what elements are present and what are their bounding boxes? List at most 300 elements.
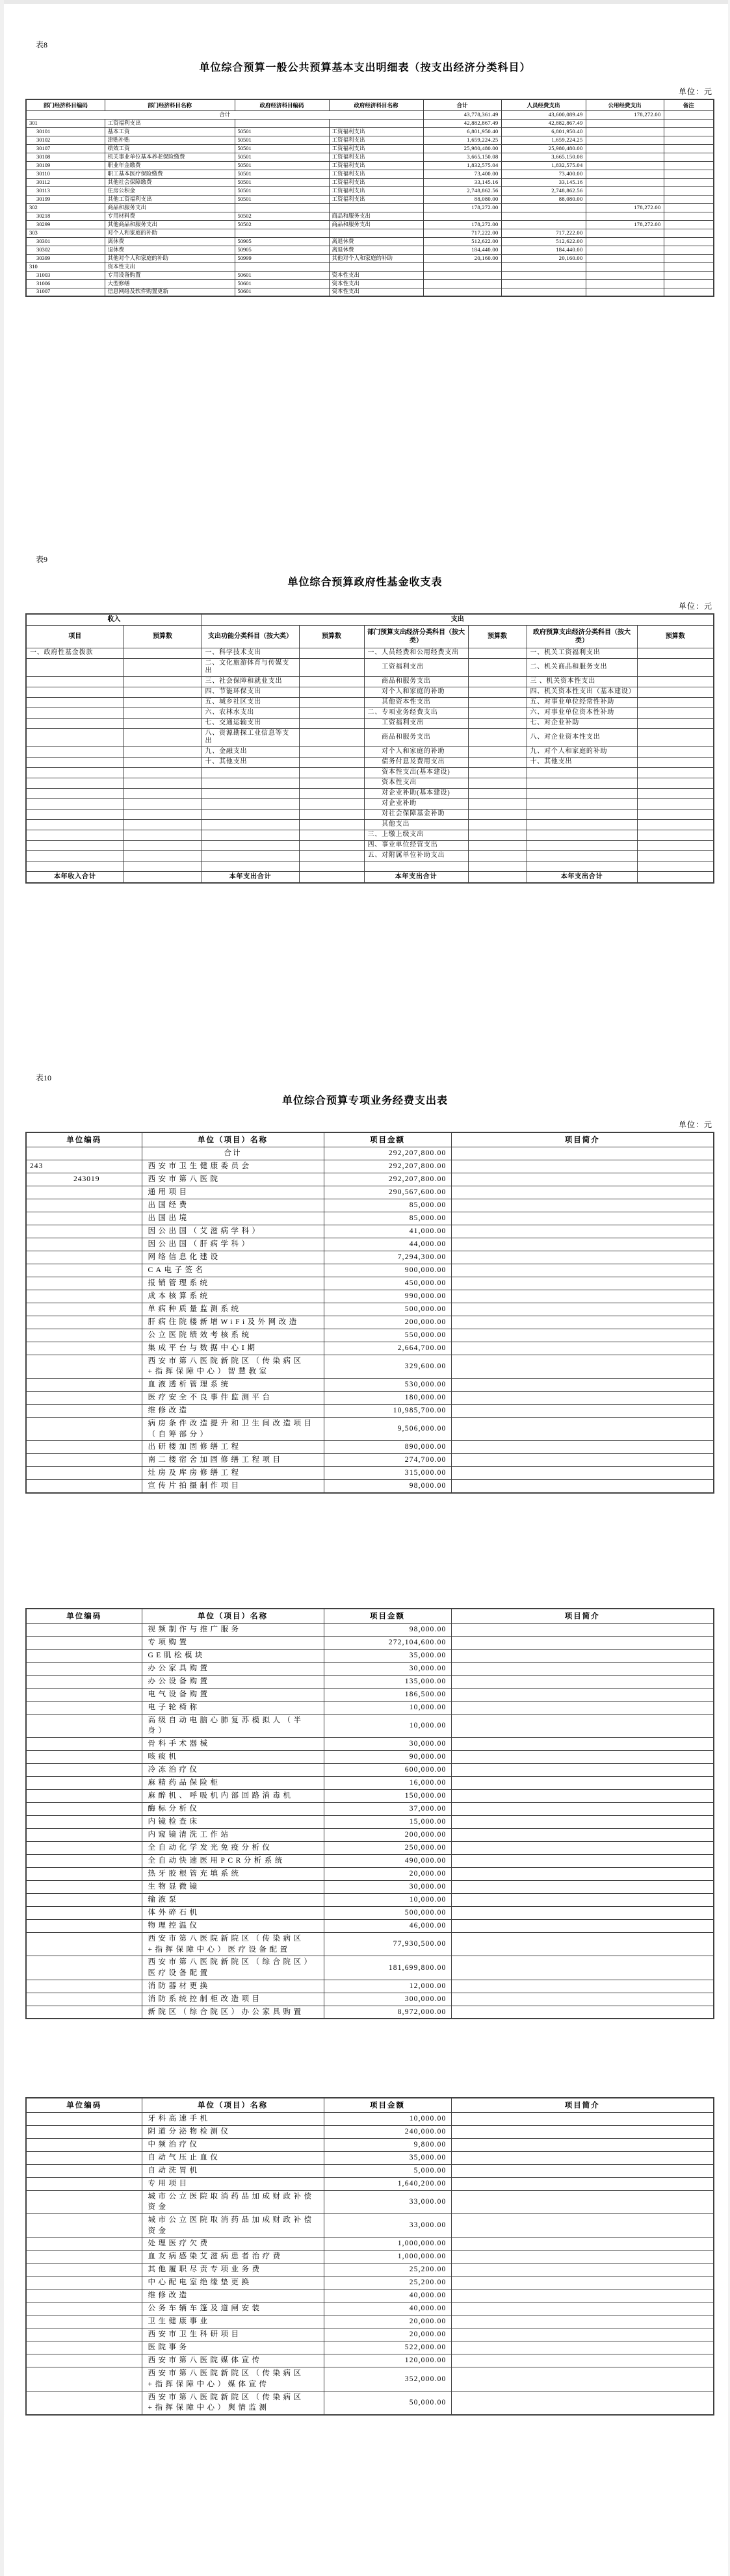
- table8-column-header: 人员经费支出: [501, 99, 586, 110]
- table9-cell: [299, 728, 364, 746]
- dept-subject-code-cell: 30110: [26, 170, 105, 178]
- table10-special-fund-table-block2: [25, 1608, 714, 2019]
- project-name-cell: 麻醉机、呼吸机内部回路消毒机: [142, 1789, 324, 1802]
- project-description-cell: [451, 1675, 714, 1688]
- project-description-cell: [451, 2276, 714, 2289]
- unit-code-cell: [26, 1980, 142, 1993]
- table9-cell: [468, 757, 527, 767]
- project-description-cell: [451, 1789, 714, 1802]
- project-name-cell: 西安市第八医院新院区（传染病区+指挥保障中心）媒体宣传: [142, 2367, 324, 2391]
- project-name-cell: 处理医疗欠费: [142, 2238, 324, 2251]
- total-amount-cell: 33,145.16: [423, 178, 501, 186]
- gov-subject-code-cell: 50905: [235, 237, 329, 246]
- table9-cell: 六、对事业单位资本性补助: [527, 708, 637, 718]
- project-amount-cell: 272,104,600.00: [324, 1636, 451, 1649]
- project-name-cell: 新院区（综合院区）办公家具购置: [142, 2006, 324, 2019]
- dept-subject-code-cell: 31003: [26, 271, 105, 279]
- table9-cell: [637, 676, 714, 687]
- personnel-amount-cell: [501, 220, 586, 229]
- unit-code-cell: [26, 2125, 142, 2138]
- unit-code-cell: [26, 1186, 142, 1199]
- table9-cell: [527, 850, 637, 861]
- public-amount-cell: 178,272.00: [586, 220, 664, 229]
- dept-subject-name-cell: 津贴补贴: [105, 136, 235, 144]
- project-description-cell: [451, 1737, 714, 1750]
- table10-column-header: 单位编码: [26, 2098, 142, 2112]
- table9-cell: 资本性支出(基本建设): [364, 767, 468, 778]
- table9-cell: 一、政府性基金拨款: [26, 648, 124, 658]
- table10-column-header: 单位编码: [26, 1609, 142, 1623]
- table9-cell: [468, 798, 527, 809]
- table9-cell: [299, 798, 364, 809]
- project-description-cell: [451, 1714, 714, 1737]
- note-cell: [664, 186, 714, 195]
- project-description-cell: [451, 2302, 714, 2315]
- public-amount-cell: [586, 144, 664, 153]
- unit-code-cell: [26, 1303, 142, 1316]
- project-name-cell: 电气设备购置: [142, 1688, 324, 1701]
- table8-row: [26, 246, 714, 254]
- project-name-cell: 出国经费: [142, 1199, 324, 1212]
- table9-cell: [637, 861, 714, 871]
- table10-row: [26, 1441, 714, 1454]
- note-cell: [664, 254, 714, 262]
- table9-cell: [26, 840, 124, 850]
- project-description-cell: [451, 1391, 714, 1404]
- table9-cell: 二、文化旅游体育与传媒支出: [202, 658, 299, 676]
- unit-code-cell: [26, 1867, 142, 1880]
- dept-subject-name-cell: 其他工资福利支出: [105, 195, 235, 203]
- dept-subject-code-cell: 30109: [26, 161, 105, 170]
- table9-cell: [637, 718, 714, 728]
- gov-subject-name-cell: 工资福利支出: [329, 161, 423, 170]
- unit-code-cell: [26, 1147, 142, 1160]
- unit-code-cell: [26, 2315, 142, 2328]
- unit-code-cell: [26, 2367, 142, 2391]
- table9-cell: [468, 697, 527, 708]
- table9-cell: [637, 830, 714, 840]
- table9-row: [26, 676, 714, 687]
- gov-subject-name-cell: 资本性支出: [329, 271, 423, 279]
- dept-subject-code-cell: 30107: [26, 144, 105, 153]
- table9-cell: 九、金融支出: [202, 746, 299, 757]
- personnel-amount-cell: 512,622.00: [501, 237, 586, 246]
- table10-row: [26, 1649, 714, 1662]
- table9-cell: [124, 819, 202, 830]
- personnel-amount-cell: 1,832,575.04: [501, 161, 586, 170]
- project-name-cell: 单病种质量监测系统: [142, 1303, 324, 1316]
- personnel-amount-cell: [501, 271, 586, 279]
- table9-cell: 二、专项业务经费支出: [364, 708, 468, 718]
- table9-cell: [26, 830, 124, 840]
- project-name-cell: 输液泵: [142, 1893, 324, 1906]
- project-description-cell: [451, 2341, 714, 2354]
- unit-code-cell: [26, 1251, 142, 1264]
- table10-row: [26, 2177, 714, 2190]
- table8-row: [26, 144, 714, 153]
- project-amount-cell: 186,500.00: [324, 1688, 451, 1701]
- public-amount-cell: [586, 170, 664, 178]
- unit-code-cell: [26, 1378, 142, 1391]
- personnel-amount-cell: 25,980,480.00: [501, 144, 586, 153]
- project-name-cell: 医院事务: [142, 2341, 324, 2354]
- unit-code-cell: [26, 1636, 142, 1649]
- project-amount-cell: 250,000.00: [324, 1841, 451, 1854]
- project-description-cell: [451, 1173, 714, 1186]
- table10-row: [26, 1662, 714, 1675]
- unit-code-cell: [26, 1404, 142, 1417]
- table8-row: [26, 170, 714, 178]
- table9-row: [26, 648, 714, 658]
- yearly-total-cell: 本年收入合计: [26, 871, 124, 883]
- personnel-amount-cell: 717,222.00: [501, 229, 586, 237]
- dept-subject-code-cell: 302: [26, 203, 105, 212]
- table9-cell: [637, 697, 714, 708]
- project-description-cell: [451, 1225, 714, 1238]
- gov-subject-code-cell: 50601: [235, 279, 329, 288]
- unit-code-cell: [26, 1815, 142, 1828]
- project-name-cell: 集成平台与数据中心Ⅰ期: [142, 1342, 324, 1355]
- unit-code-cell: [26, 1212, 142, 1225]
- table10-column-header: 项目简介: [451, 1609, 714, 1623]
- dept-subject-name-cell: 信息网络及软件购置更新: [105, 288, 235, 296]
- table9-footer-row: [26, 871, 714, 883]
- table9-row: [26, 687, 714, 697]
- project-amount-cell: 30,000.00: [324, 1880, 451, 1893]
- gov-subject-code-cell: 50501: [235, 144, 329, 153]
- table9-cell: [299, 778, 364, 788]
- table9-cell: [124, 718, 202, 728]
- table10-row: [26, 1993, 714, 2006]
- table10-row: [26, 1893, 714, 1906]
- table9-cell: 对社会保障基金补助: [364, 809, 468, 819]
- table9-cell: [299, 840, 364, 850]
- table10-special-fund-table-block3: [25, 2097, 714, 2416]
- unit-code-cell: [26, 2190, 142, 2213]
- project-amount-cell: 180,000.00: [324, 1391, 451, 1404]
- project-amount-cell: 1,640,200.00: [324, 2177, 451, 2190]
- table9-cell: 八、对企业资本性支出: [527, 728, 637, 746]
- table9-cell: [26, 718, 124, 728]
- project-name-cell: 高级自动电脑心肺复苏模拟人（半身）: [142, 1714, 324, 1737]
- total-amount-cell: 20,160.00: [423, 254, 501, 262]
- table9-cell: 七、对企业补助: [527, 718, 637, 728]
- project-description-cell: [451, 1480, 714, 1493]
- table9-cell: [124, 697, 202, 708]
- project-name-cell: 宣传片拍摄制作项目: [142, 1480, 324, 1493]
- table9-row: [26, 819, 714, 830]
- project-amount-cell: 16,000.00: [324, 1776, 451, 1789]
- project-name-cell: 医疗安全不良事件监测平台: [142, 1391, 324, 1404]
- table9-cell: 四、事业单位经营支出: [364, 840, 468, 850]
- project-amount-cell: 90,000.00: [324, 1750, 451, 1763]
- unit-code-cell: [26, 1750, 142, 1763]
- table9-row: [26, 830, 714, 840]
- table9-cell: 对个人和家庭的补助: [364, 687, 468, 697]
- project-description-cell: [451, 1623, 714, 1636]
- project-description-cell: [451, 2315, 714, 2328]
- project-name-cell: 自动洗胃机: [142, 2164, 324, 2177]
- project-amount-cell: 98,000.00: [324, 1623, 451, 1636]
- project-name-cell: 肝病住院楼新增WiFi及外网改造: [142, 1316, 324, 1329]
- dept-subject-code-cell: 30102: [26, 136, 105, 144]
- table9-cell: [26, 809, 124, 819]
- table10-row: [26, 2367, 714, 2391]
- project-name-cell: 公立医院绩效考核系统: [142, 1329, 324, 1342]
- project-name-cell: 全自动化学发光免疫分析仪: [142, 1841, 324, 1854]
- public-amount-cell: [586, 178, 664, 186]
- project-name-cell: 专项购置: [142, 1636, 324, 1649]
- table9-row: [26, 757, 714, 767]
- table9-row: [26, 850, 714, 861]
- project-amount-cell: 200,000.00: [324, 1828, 451, 1841]
- personnel-amount-cell: 184,440.00: [501, 246, 586, 254]
- project-amount-cell: 150,000.00: [324, 1789, 451, 1802]
- personnel-amount-cell: 6,801,950.40: [501, 127, 586, 136]
- dept-subject-name-cell: 绩效工资: [105, 144, 235, 153]
- yearly-total-cell: [299, 871, 364, 883]
- public-amount-cell: [586, 119, 664, 127]
- table9-cell: [637, 728, 714, 746]
- project-description-cell: [451, 2151, 714, 2164]
- unit-code-cell: [26, 2354, 142, 2367]
- personnel-amount-cell: [501, 288, 586, 296]
- table10-row: [26, 2328, 714, 2341]
- unit-code-cell: [26, 1828, 142, 1841]
- table8-column-header: 部门经济科目编码: [26, 99, 105, 110]
- gov-subject-code-cell: 50501: [235, 186, 329, 195]
- table9-row: [26, 697, 714, 708]
- table9-cell: [124, 658, 202, 676]
- unit-code-cell: [26, 1841, 142, 1854]
- gov-subject-code-cell: 50501: [235, 127, 329, 136]
- note-cell: [664, 246, 714, 254]
- gov-subject-code-cell: 50601: [235, 271, 329, 279]
- table9-cell: [299, 861, 364, 871]
- table8-row: [26, 254, 714, 262]
- table10-row: [26, 1815, 714, 1828]
- expenditure-group-header: 支出: [202, 614, 714, 625]
- unit-code-cell: [26, 1454, 142, 1467]
- project-description-cell: [451, 2328, 714, 2341]
- table9-cell: [26, 788, 124, 798]
- dept-subject-name-cell: 离休费: [105, 237, 235, 246]
- table10-row: [26, 2391, 714, 2415]
- gov-subject-name-cell: 工资福利支出: [329, 153, 423, 161]
- personnel-amount-cell: [501, 203, 586, 212]
- table9-cell: [124, 788, 202, 798]
- yearly-total-cell: 本年支出合计: [202, 871, 299, 883]
- unit-code-cell: [26, 1225, 142, 1238]
- table8-row: [26, 212, 714, 220]
- dept-subject-name-cell: 退休费: [105, 246, 235, 254]
- yearly-total-cell: [124, 871, 202, 883]
- gov-subject-name-cell: 离退休费: [329, 237, 423, 246]
- dept-subject-name-cell: 基本工资: [105, 127, 235, 136]
- project-description-cell: [451, 1303, 714, 1316]
- table9-cell: [468, 746, 527, 757]
- yearly-total-cell: [468, 871, 527, 883]
- table9-cell: [299, 648, 364, 658]
- gov-subject-code-cell: 50501: [235, 161, 329, 170]
- unit-code-cell: [26, 1737, 142, 1750]
- project-name-cell: 冷冻治疗仪: [142, 1763, 324, 1776]
- project-description-cell: [451, 2264, 714, 2276]
- project-amount-cell: 550,000.00: [324, 1329, 451, 1342]
- table10-row: [26, 1454, 714, 1467]
- table10-row: [26, 1956, 714, 1980]
- unit-code-cell: [26, 1956, 142, 1980]
- table9-column-header: 预算数: [124, 625, 202, 648]
- table9-cell: [124, 850, 202, 861]
- table10-column-header: 单位（项目）名称: [142, 2098, 324, 2112]
- project-amount-cell: 20,000.00: [324, 2315, 451, 2328]
- table9-column-header: 支出功能分类科目（按大类）: [202, 625, 299, 648]
- dept-subject-code-cell: 31007: [26, 288, 105, 296]
- unit-code-cell: [26, 1714, 142, 1737]
- table9-title: 单位综合预算政府性基金收支表: [287, 577, 443, 588]
- dept-subject-name-cell: 住房公积金: [105, 186, 235, 195]
- table9-cell: [637, 687, 714, 697]
- project-name-cell: 咳痰机: [142, 1750, 324, 1763]
- table10-row: [26, 1329, 714, 1342]
- project-name-cell: 维修改造: [142, 1404, 324, 1417]
- project-name-cell: 报销管理系统: [142, 1277, 324, 1290]
- project-description-cell: [451, 1264, 714, 1277]
- project-description-cell: [451, 2006, 714, 2019]
- note-cell: [664, 178, 714, 186]
- unit-code-cell: [26, 1919, 142, 1932]
- project-name-cell: CA电子签名: [142, 1264, 324, 1277]
- project-description-cell: [451, 2367, 714, 2391]
- personnel-amount-cell: 73,400.00: [501, 170, 586, 178]
- table8-row: [26, 288, 714, 296]
- unit-code-cell: [26, 2276, 142, 2289]
- unit-code-cell: [26, 2289, 142, 2302]
- gov-subject-code-cell: [235, 229, 329, 237]
- table10-row: [26, 1199, 714, 1212]
- project-description-cell: [451, 2213, 714, 2237]
- table8-column-header: 备注: [664, 99, 714, 110]
- section-table8: [0, 39, 730, 297]
- project-name-cell: 专用项目: [142, 2177, 324, 2190]
- table9-cell: [26, 687, 124, 697]
- project-amount-cell: 300,000.00: [324, 1993, 451, 2006]
- project-description-cell: [451, 2251, 714, 2264]
- table10-row: [26, 1980, 714, 1993]
- gov-subject-code-cell: [235, 119, 329, 127]
- project-description-cell: [451, 2177, 714, 2190]
- unit-code-cell: [26, 2177, 142, 2190]
- project-description-cell: [451, 1906, 714, 1919]
- project-description-cell: [451, 1763, 714, 1776]
- note-cell: [664, 153, 714, 161]
- project-amount-cell: 8,972,000.00: [324, 2006, 451, 2019]
- table9-cell: [468, 850, 527, 861]
- total-amount-cell: [423, 212, 501, 220]
- table9-row: [26, 728, 714, 746]
- table9-cell: 一、人员经费和公用经费支出: [364, 648, 468, 658]
- project-name-cell: 消防系统控制柜改造项目: [142, 1993, 324, 2006]
- unit-code-cell: [26, 1688, 142, 1701]
- personnel-amount-cell: 2,748,862.56: [501, 186, 586, 195]
- table10-row: [26, 1238, 714, 1251]
- unit-code-cell: [26, 1993, 142, 2006]
- table9-cell: [364, 861, 468, 871]
- table9-cell: [468, 861, 527, 871]
- table9-cell: 五、城乡社区支出: [202, 697, 299, 708]
- project-amount-cell: 10,000.00: [324, 1714, 451, 1737]
- table9-cell: [26, 767, 124, 778]
- table8-row: [26, 127, 714, 136]
- gov-subject-code-cell: 50502: [235, 212, 329, 220]
- table9-cell: 四、节能环保支出: [202, 687, 299, 697]
- table8-row: [26, 271, 714, 279]
- project-description-cell: [451, 1867, 714, 1880]
- personnel-amount-cell: 33,145.16: [501, 178, 586, 186]
- gov-subject-name-cell: 工资福利支出: [329, 195, 423, 203]
- project-description-cell: [451, 1776, 714, 1789]
- unit-code-cell: [26, 2391, 142, 2415]
- total-amount-cell: 1,659,224.25: [423, 136, 501, 144]
- table9-row: [26, 809, 714, 819]
- table8-row: [26, 229, 714, 237]
- project-amount-cell: 10,985,700.00: [324, 1404, 451, 1417]
- project-amount-cell: 41,000.00: [324, 1225, 451, 1238]
- note-cell: [664, 110, 714, 119]
- table10-row: [26, 1932, 714, 1956]
- gov-subject-name-cell: [329, 262, 423, 271]
- project-description-cell: [451, 1956, 714, 1980]
- table8-column-header: 部门经济科目名称: [105, 99, 235, 110]
- table10-row: [26, 1264, 714, 1277]
- unit-code-cell: 243: [26, 1160, 142, 1173]
- dept-subject-code-cell: 30199: [26, 195, 105, 203]
- table9-column-header: 预算数: [299, 625, 364, 648]
- project-amount-cell: 274,700.00: [324, 1454, 451, 1467]
- note-cell: [664, 229, 714, 237]
- table10-row: [26, 1880, 714, 1893]
- project-description-cell: [451, 1993, 714, 2006]
- table9-cell: 十、其他支出: [202, 757, 299, 767]
- table10-header-row: [26, 1609, 714, 1623]
- project-name-cell: 生物显微镜: [142, 1880, 324, 1893]
- table9-row: [26, 788, 714, 798]
- table9-cell: [299, 788, 364, 798]
- table9-cell: [124, 746, 202, 757]
- table9-cell: [468, 687, 527, 697]
- gov-subject-name-cell: 工资福利支出: [329, 127, 423, 136]
- project-name-cell: 视频制作与推广服务: [142, 1623, 324, 1636]
- table9-cell: [468, 788, 527, 798]
- unit-code-cell: [26, 1329, 142, 1342]
- personnel-amount-cell: 42,882,867.49: [501, 119, 586, 127]
- unit-code-cell: [26, 1342, 142, 1355]
- project-amount-cell: 1,000,000.00: [324, 2251, 451, 2264]
- project-name-cell: GE肌松模块: [142, 1649, 324, 1662]
- table9-cell: [124, 798, 202, 809]
- table10-column-header: 项目简介: [451, 2098, 714, 2112]
- table9-cell: [637, 798, 714, 809]
- table9-cell: [527, 778, 637, 788]
- project-description-cell: [451, 1932, 714, 1956]
- project-name-cell: 西安市第八医院新院区（综合院区）医疗设备配置: [142, 1956, 324, 1980]
- section-table9: [0, 554, 730, 884]
- project-amount-cell: 7,294,300.00: [324, 1251, 451, 1264]
- table10-row: [26, 1378, 714, 1391]
- table9-cell: 其他支出: [364, 819, 468, 830]
- table9-row: [26, 840, 714, 850]
